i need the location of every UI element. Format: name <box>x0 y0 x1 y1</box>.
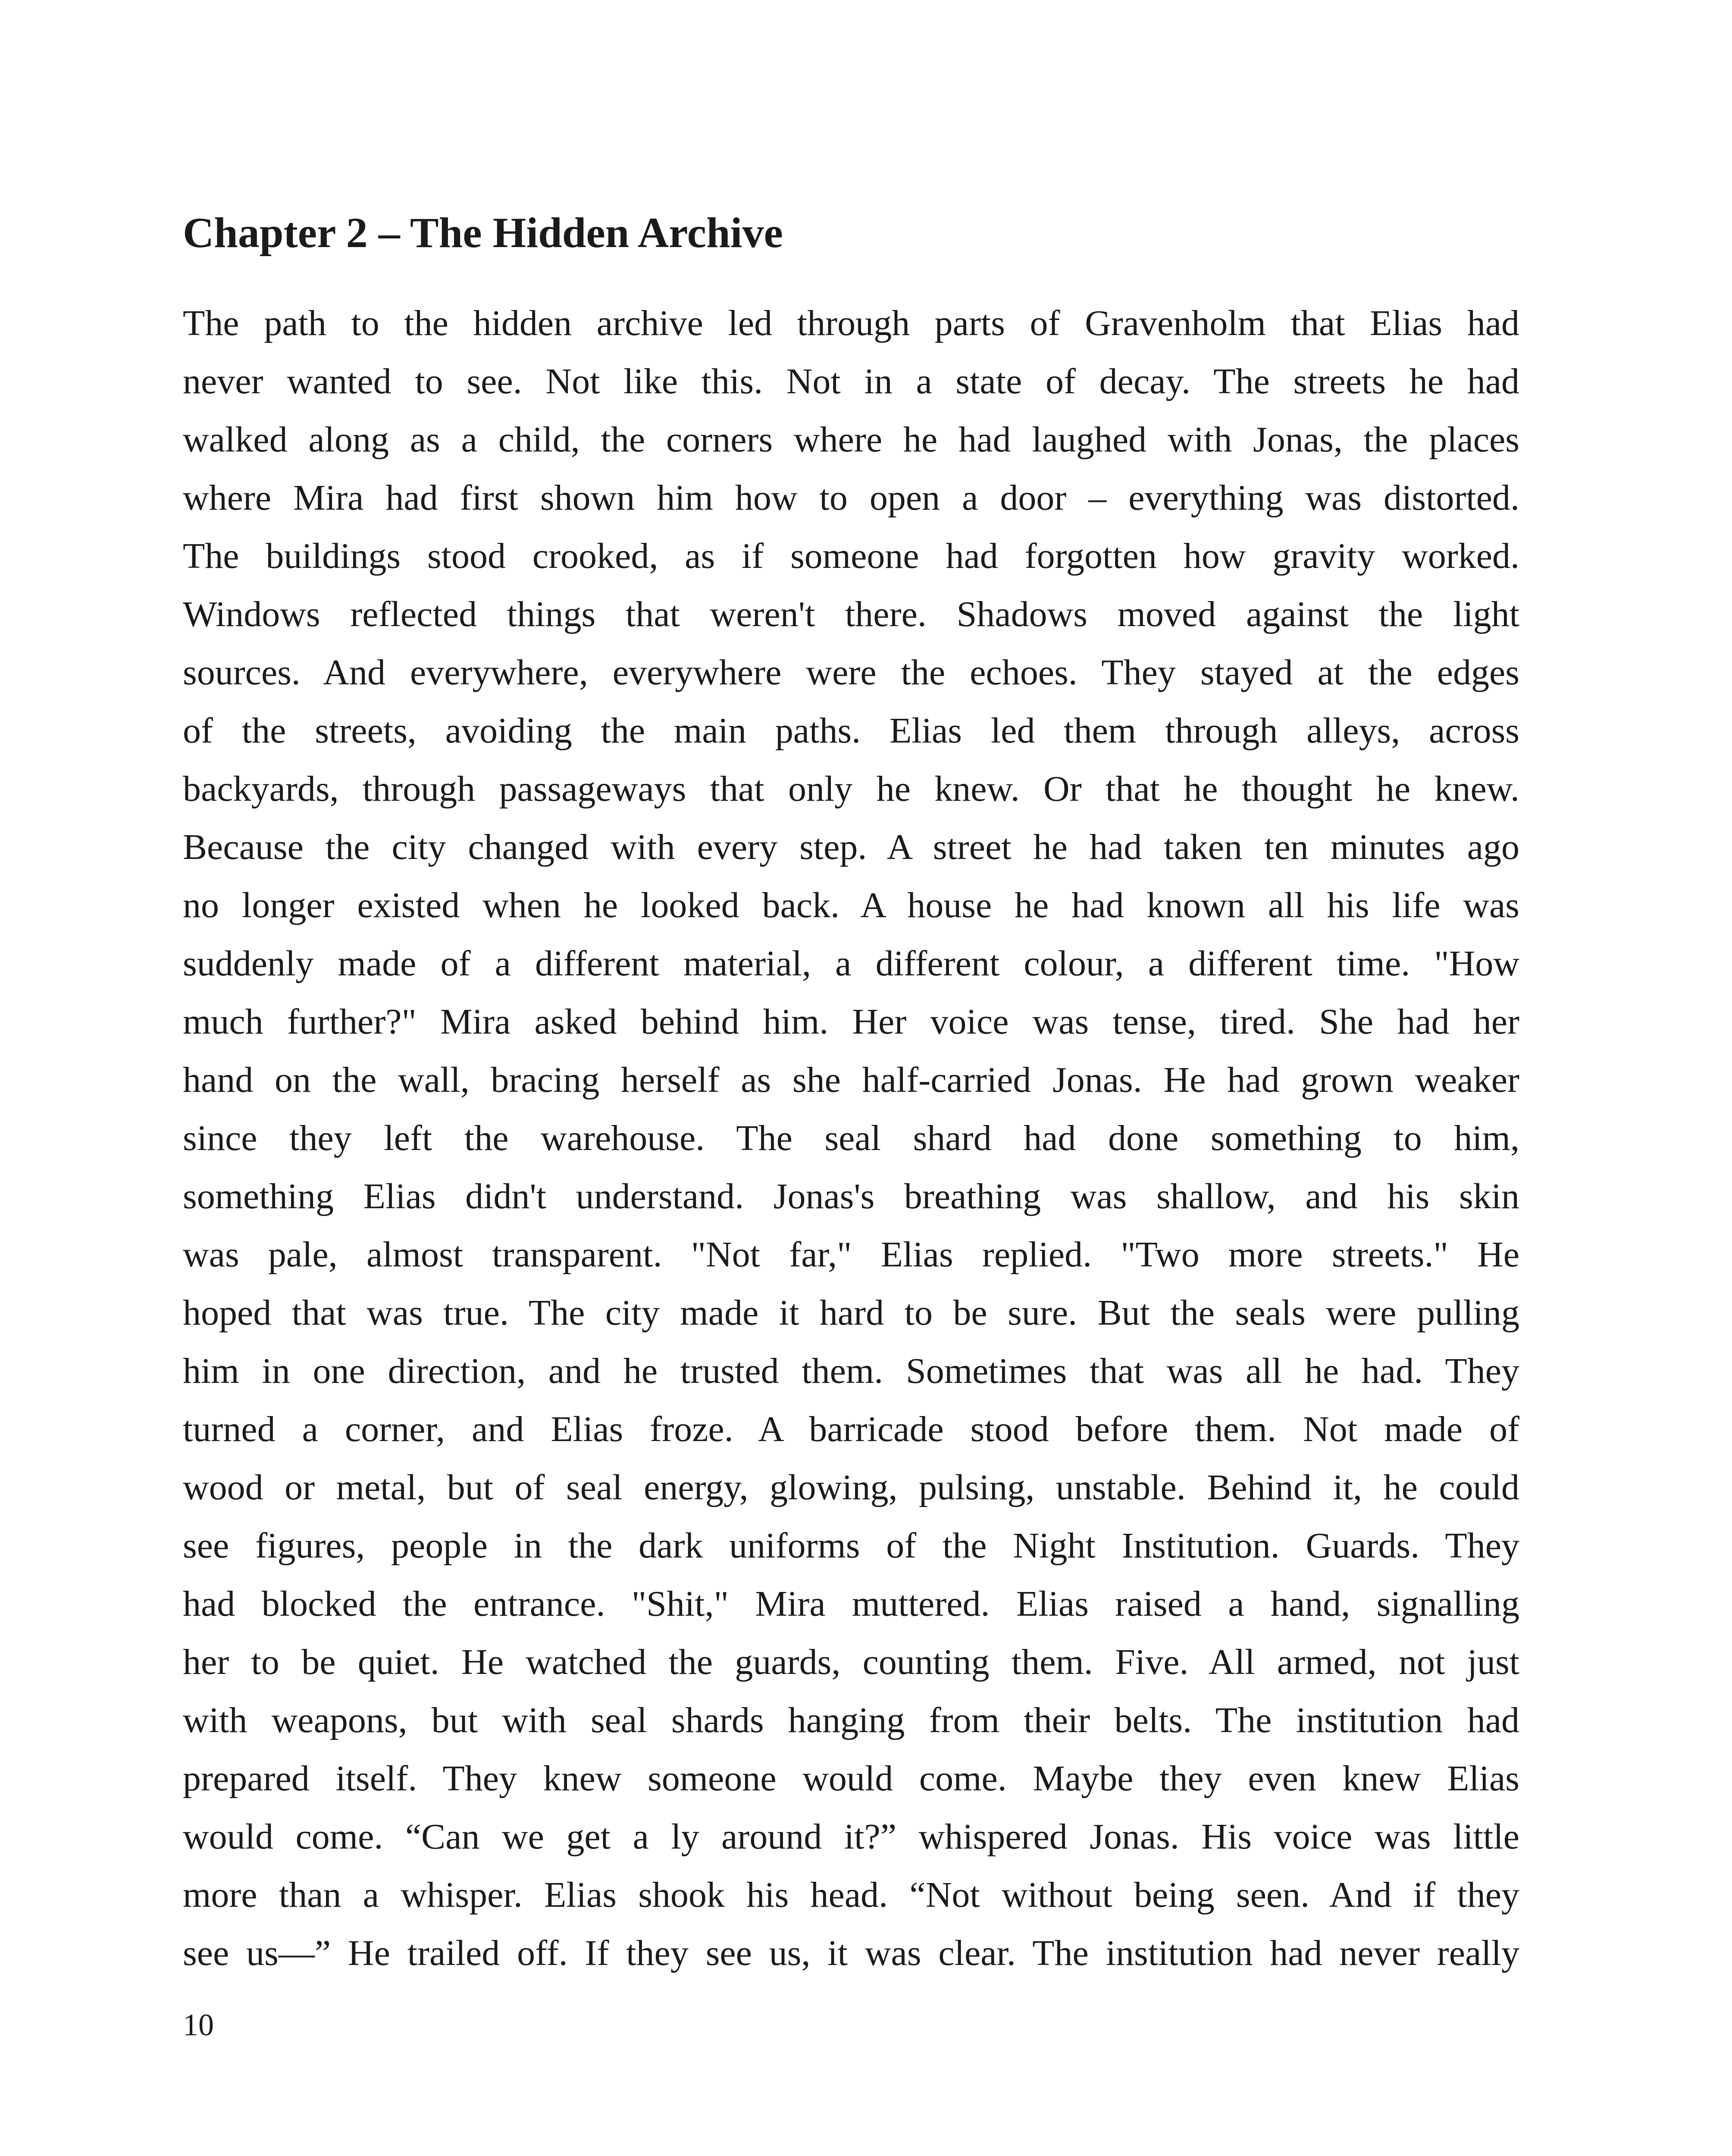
body-line: suddenly made of a different material, a different colour, a different time. "How <box>183 943 1519 984</box>
body-line: was pale, almost transparent. "Not far," Elias replied. "Two more streets." He <box>183 1235 1519 1275</box>
body-line: backyards, through passageways that only he knew. Or that he thought he knew. <box>183 769 1519 809</box>
body-line: see us—” He trailed off. If they see us, it was clear. The institution had never really <box>183 1933 1519 1973</box>
body-line: had blocked the entrance. "Shit," Mira muttered. Elias raised a hand, signalling <box>183 1584 1519 1624</box>
body-line: hoped that was true. The city made it hard to be sure. But the seals were pulling <box>183 1293 1519 1333</box>
body-line: with weapons, but with seal shards hanging from their belts. The institution had <box>183 1700 1519 1740</box>
body-line: turned a corner, and Elias froze. A barricade stood before them. Not made of <box>183 1409 1519 1449</box>
body-line: wood or metal, but of seal energy, glowing, pulsing, unstable. Behind it, he could <box>183 1467 1519 1507</box>
body-line: never wanted to see. Not like this. Not in a state of decay. The streets he had <box>183 361 1519 401</box>
chapter-title: Chapter 2 – The Hidden Archive <box>183 209 783 257</box>
body-line: him in one direction, and he trusted them. Sometimes that was all he had. They <box>183 1351 1519 1391</box>
page-number: 10 <box>183 2008 214 2042</box>
body-line: more than a whisper. Elias shook his head. “Not without being seen. And if they <box>183 1875 1519 1915</box>
body-line: of the streets, avoiding the main paths. Elias led them through alleys, across <box>183 711 1519 751</box>
body-line: The path to the hidden archive led through parts of Gravenholm that Elias had <box>183 303 1519 343</box>
body-line: Windows reflected things that weren't there. Shadows moved against the light <box>183 594 1519 634</box>
body-line: would come. “Can we get a ly around it?” whispered Jonas. His voice was little <box>183 1817 1519 1857</box>
body-line: see figures, people in the dark uniforms of the Night Institution. Guards. They <box>183 1526 1519 1566</box>
body-line: her to be quiet. He watched the guards, counting them. Five. All armed, not just <box>183 1642 1519 1682</box>
body-line: hand on the wall, bracing herself as she half-carried Jonas. He had grown weaker <box>183 1060 1519 1100</box>
body-line: since they left the warehouse. The seal shard had done something to him, <box>183 1118 1519 1158</box>
body-line: Because the city changed with every step. A street he had taken ten minutes ago <box>183 827 1519 867</box>
body-text <box>183 294 1519 1982</box>
body-line: where Mira had first shown him how to open a door – everything was distorted. <box>183 478 1519 518</box>
body-line: sources. And everywhere, everywhere were the echoes. They stayed at the edges <box>183 652 1519 693</box>
body-line: The buildings stood crooked, as if someone had forgotten how gravity worked. <box>183 536 1519 576</box>
body-line: prepared itself. They knew someone would come. Maybe they even knew Elias <box>183 1758 1519 1799</box>
body-line: walked along as a child, the corners where he had laughed with Jonas, the places <box>183 420 1519 460</box>
body-line: much further?" Mira asked behind him. Her voice was tense, tired. She had her <box>183 1002 1519 1042</box>
body-line: no longer existed when he looked back. A house he had known all his life was <box>183 885 1519 925</box>
body-line: something Elias didn't understand. Jonas's breathing was shallow, and his skin <box>183 1176 1519 1216</box>
